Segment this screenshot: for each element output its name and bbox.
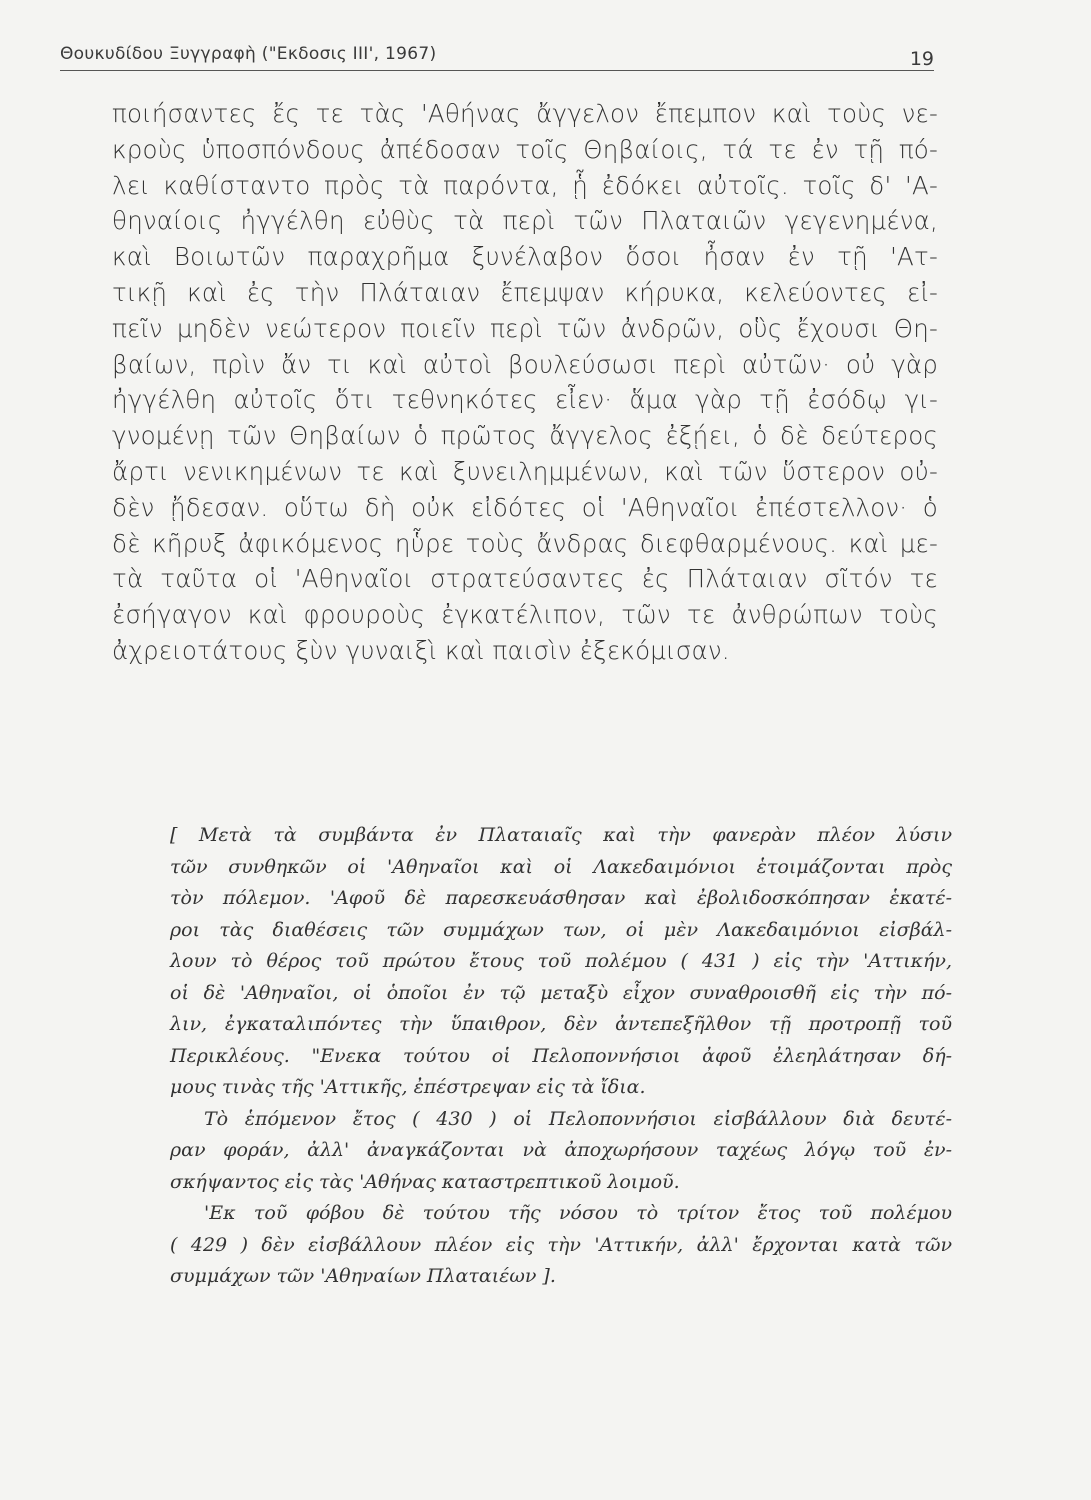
note-line: σκήψαντος εἰς τὰς 'Αθήνας καταστρεπτικοῦ λοιμοῦ. <box>170 1170 680 1193</box>
note-line: οἱ δὲ 'Αθηναῖοι, οἱ ὁποῖοι ἐν τῷ μεταξὺ εἶχον συναθροισθῆ εἰς τὴν πό- <box>170 981 952 1004</box>
note-line: λουν τὸ θέρος τοῦ πρώτου ἔτους τοῦ πολέμου ( 431 ) εἰς τὴν 'Αττικήν, <box>170 950 952 972</box>
text-line: ποιήσαντες ἔς τε τὰς 'Αθήνας ἄγγελον ἔπεμπον καὶ τοὺς νε- <box>112 99 938 128</box>
text-line: θηναίοις ἠγγέλθη εὐθὺς τὰ περὶ τῶν Πλαταιῶν γεγενημένα, <box>112 206 938 236</box>
text-line: ἠγγέλθη αὐτοῖς ὅτι τεθνηκότες εἶεν· ἅμα γὰρ τῇ ἐσόδῳ γι- <box>112 385 938 415</box>
note-line: Περικλέους. "Ενεκα τούτου οἱ Πελοποννήσιοι ἀφοῦ ἐλεηλάτησαν δή- <box>170 1044 952 1067</box>
header-title: Θουκυδίδου Ξυγγραφὴ ("Εκδοσις ΙΙΙ', 1967) <box>60 44 437 64</box>
text-line: τικῇ καὶ ἐς τὴν Πλάταιαν ἔπεμψαν κήρυκα, κελεύοντες εἰ- <box>112 277 938 307</box>
text-line: κροὺς ὑποσπόνδους ἀπέδοσαν τοῖς Θηβαίοις, τά τε ἐν τῇ πό- <box>112 134 938 164</box>
text-line: καὶ Βοιωτῶν παραχρῆμα ξυνέλαβον ὅσοι ἦσαν ἐν τῇ 'Ατ- <box>112 242 938 272</box>
page-number: 19 <box>909 48 934 70</box>
text-line: τὰ ταῦτα οἱ 'Αθηναῖοι στρατεύσαντες ἐς Πλάταιαν σῖτόν τε <box>112 564 938 594</box>
text-line: δὲ κῆρυξ ἀφικόμενος ηὗρε τοὺς ἄνδρας διεφθαρμένους. καὶ με- <box>112 528 938 558</box>
note-line: Τὸ ἑπόμενον ἔτος ( 430 ) οἱ Πελοποννήσιοι εἰσβάλλουν διὰ δευτέ- <box>204 1107 952 1130</box>
text-line: πεῖν μηδὲν νεώτερον ποιεῖν περὶ τῶν ἀνδρῶν, οὓς ἔχουσι Θη- <box>112 313 938 343</box>
text-line: δὲν ᾔδεσαν. οὕτω δὴ οὐκ εἰδότες οἱ 'Αθηναῖοι ἐπέστελλον· ὁ <box>112 492 938 522</box>
text-line: ἀχρειοτάτους ξὺν γυναιξὶ καὶ παισὶν ἐξεκόμισαν. <box>112 635 730 665</box>
note-line: 'Εκ τοῦ φόβου δὲ τούτου τῆς νόσου τὸ τρίτον ἔτος τοῦ πολέμου <box>204 1202 952 1224</box>
note-line: ροι τὰς διαθέσεις τῶν συμμάχων των, οἱ μὲν Λακεδαιμόνιοι εἰσβάλ- <box>170 918 952 941</box>
note-line: λιν, ἐγκαταλιπόντες τὴν ὕπαιθρον, δὲν ἀντεπεξῆλθον τῇ προτροπῇ τοῦ <box>170 1013 952 1035</box>
note-line: συμμάχων τῶν 'Αθηναίων Πλαταιέων ]. <box>170 1265 556 1287</box>
text-line: γνομένῃ τῶν Θηβαίων ὁ πρῶτος ἄγγελος ἐξῄει, ὁ δὲ δεύτερος <box>112 421 938 451</box>
note-line: [ Μετὰ τὰ συμβάντα ἐν Πλαταιαῖς καὶ τὴν φανερὰν πλέον λύσιν <box>170 824 952 846</box>
note-line: ( 429 ) δὲν εἰσβάλλουν πλέον εἰς τὴν 'Αττικήν, ἀλλ' ἔρχονται κατὰ τῶν <box>170 1233 952 1256</box>
running-header <box>60 40 934 71</box>
note-line: ραν φοράν, ἀλλ' ἀναγκάζονται νὰ ἀποχωρήσουν ταχέως λόγῳ τοῦ ἐν- <box>170 1139 952 1161</box>
text-line: ἐσήγαγον καὶ φρουροὺς ἐγκατέλιπον, τῶν τε ἀνθρώπων τοὺς <box>112 600 938 630</box>
greek-text-body <box>112 96 938 669</box>
text-line: βαίων, πρὶν ἄν τι καὶ αὐτοὶ βουλεύσωσι περὶ αὐτῶν· οὐ γὰρ <box>112 349 938 379</box>
note-line: μους τινὰς τῆς 'Αττικῆς, ἐπέστρεψαν εἰς τὰ ἴδια. <box>170 1076 646 1098</box>
text-line: ἄρτι νενικημένων τε καὶ ξυνειλημμένων, καὶ τῶν ὕστερον οὐ- <box>112 456 938 486</box>
note-line: τῶν συνθηκῶν οἱ 'Αθηναῖοι καὶ οἱ Λακεδαιμόνιοι ἑτοιμάζονται πρὸς <box>170 855 952 878</box>
note-line: τὸν πόλεμον. 'Αφοῦ δὲ παρεσκευάσθησαν καὶ ἐβολιδοσκόπησαν ἑκατέ- <box>170 887 952 909</box>
modern-greek-summary-note <box>170 820 952 1293</box>
text-line: λει καθίσταντο πρὸς τὰ παρόντα, ᾗ ἐδόκει αὐτοῖς. τοῖς δ' 'Α- <box>112 170 938 200</box>
